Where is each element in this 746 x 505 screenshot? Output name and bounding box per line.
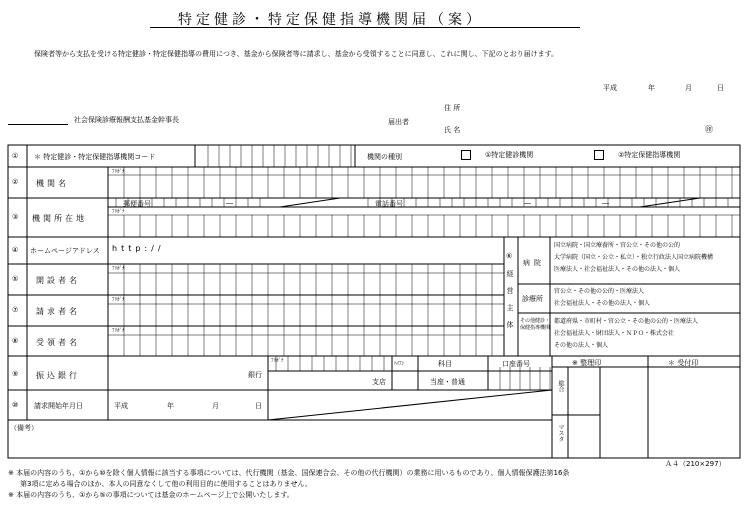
account-no-label: 口座番号 bbox=[502, 360, 530, 368]
phone-dash-1: ― bbox=[524, 199, 531, 207]
row9-number: ⑩ bbox=[12, 401, 19, 409]
other-line-3: その他の法人・個人 bbox=[554, 342, 609, 349]
account-type-label: 科目 bbox=[438, 360, 452, 368]
kind-kana: ﾊｲﾌﾝ bbox=[394, 361, 405, 367]
branch-suffix: 支店 bbox=[372, 378, 386, 386]
type-option-2[interactable] bbox=[594, 150, 680, 160]
row3-number: ③ bbox=[12, 213, 19, 221]
name-label: 氏 名 bbox=[444, 126, 461, 134]
option-exam-label: ①特定健診機関 bbox=[485, 151, 534, 159]
row9-label: 請求開始年月日 bbox=[34, 402, 83, 410]
bank-suffix: 銀行 bbox=[248, 371, 262, 379]
row3-label: 機関所在地 bbox=[32, 214, 87, 223]
option-guidance-label: ②特定保健指導機関 bbox=[618, 151, 681, 159]
homepage-value[interactable]: http:// bbox=[112, 244, 165, 253]
page-title: 特定健診・特定保健指導機関届（案） bbox=[178, 12, 484, 28]
phone-label: 電話番号 bbox=[375, 200, 403, 208]
row6-number: ⑦ bbox=[12, 306, 19, 314]
hospital-line-2: 大学病院（国立・公立・私立）・独立行政法人国立病院機構 bbox=[554, 254, 714, 261]
row8-label: 振込銀行 bbox=[36, 371, 80, 380]
row5-kana: ﾌﾘｶﾞﾅ bbox=[112, 266, 125, 272]
seal-mark: ㊞ bbox=[705, 125, 713, 134]
postal-label: 郵便番号 bbox=[123, 200, 151, 208]
postal-dash: ― bbox=[226, 199, 233, 207]
row7-label: 受領者名 bbox=[36, 338, 80, 347]
date-day: 日 bbox=[717, 84, 724, 92]
date-era: 平成 bbox=[603, 84, 617, 92]
entity-number: ⑥ bbox=[506, 252, 513, 260]
row2-label: 機関名 bbox=[36, 179, 69, 188]
type-label: 機関の種別 bbox=[367, 153, 402, 161]
start-year: 年 bbox=[167, 402, 174, 410]
clinic-line-1: 官公立・その他の公的・医療法人 bbox=[554, 288, 645, 295]
footnote-2: 第3項に定める場合のほか、本人の同意なくして他の利用目的に使用することはありません。 bbox=[20, 480, 312, 488]
row5-number: ⑤ bbox=[12, 275, 19, 283]
check-stamp-label: ※ 整理印 bbox=[572, 359, 602, 367]
paper-size: Ａ４（210×297） bbox=[665, 460, 726, 468]
footnote-3: ※ 本届の内容のうち、①から⑤の事項については基金のホームページ上で公開いたします。 bbox=[8, 491, 294, 499]
master-label: マスタ bbox=[557, 424, 564, 442]
date-month: 月 bbox=[685, 84, 692, 92]
intro-text: 保険者等から支払を受ける特定健診・特定保健指導の費用につき、基金から保険者等に請求し、基金から受領することに同意し、これに関し、下記のとおり届けます。 bbox=[34, 50, 559, 58]
row1-number: ① bbox=[12, 152, 19, 160]
row7-kana: ﾌﾘｶﾞﾅ bbox=[112, 328, 125, 334]
row8-number: ⑨ bbox=[12, 370, 19, 378]
checkbox-exam[interactable] bbox=[461, 150, 471, 160]
other-line-2: 社会福祉法人・財団法人・ＮＰＯ・株式会社 bbox=[554, 330, 675, 337]
row4-label: ホームページアドレス bbox=[30, 247, 100, 255]
row3-kana: ﾌﾘｶﾞﾅ bbox=[112, 209, 125, 215]
checkbox-guidance[interactable] bbox=[594, 150, 604, 160]
footnote-1: ※ 本届の内容のうち、①から⑩を除く個人情報に該当する事項については、代行機関（基金、国保連合会、その他の代行機関）の業務に用いるものであり、個人情報保護法第16条 bbox=[8, 469, 570, 477]
row7-number: ⑧ bbox=[12, 337, 19, 345]
row2-kana: ﾌﾘｶﾞﾅ bbox=[112, 169, 125, 175]
start-day: 日 bbox=[255, 402, 262, 410]
other-label: その他健診・保健指導機関 bbox=[520, 318, 551, 331]
phone-dash-2: ― bbox=[602, 199, 609, 207]
other-line-1: 都道府県・市町村・官公立・その他の公的・医療法人 bbox=[554, 318, 699, 325]
clinic-line-2: 社会福祉法人・その他の法人・個人 bbox=[554, 300, 651, 307]
row4-number: ④ bbox=[12, 246, 19, 254]
clinic-label: 診療所 bbox=[522, 295, 543, 303]
type-option-1[interactable] bbox=[461, 150, 533, 160]
hospital-label: 病院 bbox=[523, 259, 545, 267]
start-month: 月 bbox=[212, 402, 219, 410]
bank-kana: ﾌﾘｶﾞﾅ bbox=[271, 358, 284, 364]
hospital-line-1: 国立病院・国立療養所・官公立・その他の公的 bbox=[554, 242, 681, 249]
row5-label: 開設者名 bbox=[36, 276, 80, 285]
row6-kana: ﾌﾘｶﾞﾅ bbox=[112, 297, 125, 303]
account-type-value[interactable]: 当座・普通 bbox=[430, 378, 465, 386]
row6-label: 請求者名 bbox=[36, 307, 80, 316]
receipt-stamp-label: ＊ 受付印 bbox=[668, 359, 699, 367]
row1-label: ＊ 特定健診・特定保健指導機関コード bbox=[34, 153, 156, 161]
soro-label: 総合 bbox=[557, 380, 564, 392]
addressee: 社会保険診療報酬支払基金幹事長 bbox=[74, 116, 179, 124]
entity-label: 経営主体 bbox=[506, 270, 514, 338]
submitter-label: 届出者 bbox=[388, 118, 409, 126]
row2-number: ② bbox=[12, 178, 19, 186]
remarks-label: （備考） bbox=[10, 424, 38, 432]
address-label: 住 所 bbox=[444, 104, 461, 112]
date-year: 年 bbox=[648, 84, 655, 92]
start-era: 平成 bbox=[114, 402, 128, 410]
hospital-line-3: 医療法人・社会福祉法人・その他の法人・個人 bbox=[554, 266, 681, 273]
